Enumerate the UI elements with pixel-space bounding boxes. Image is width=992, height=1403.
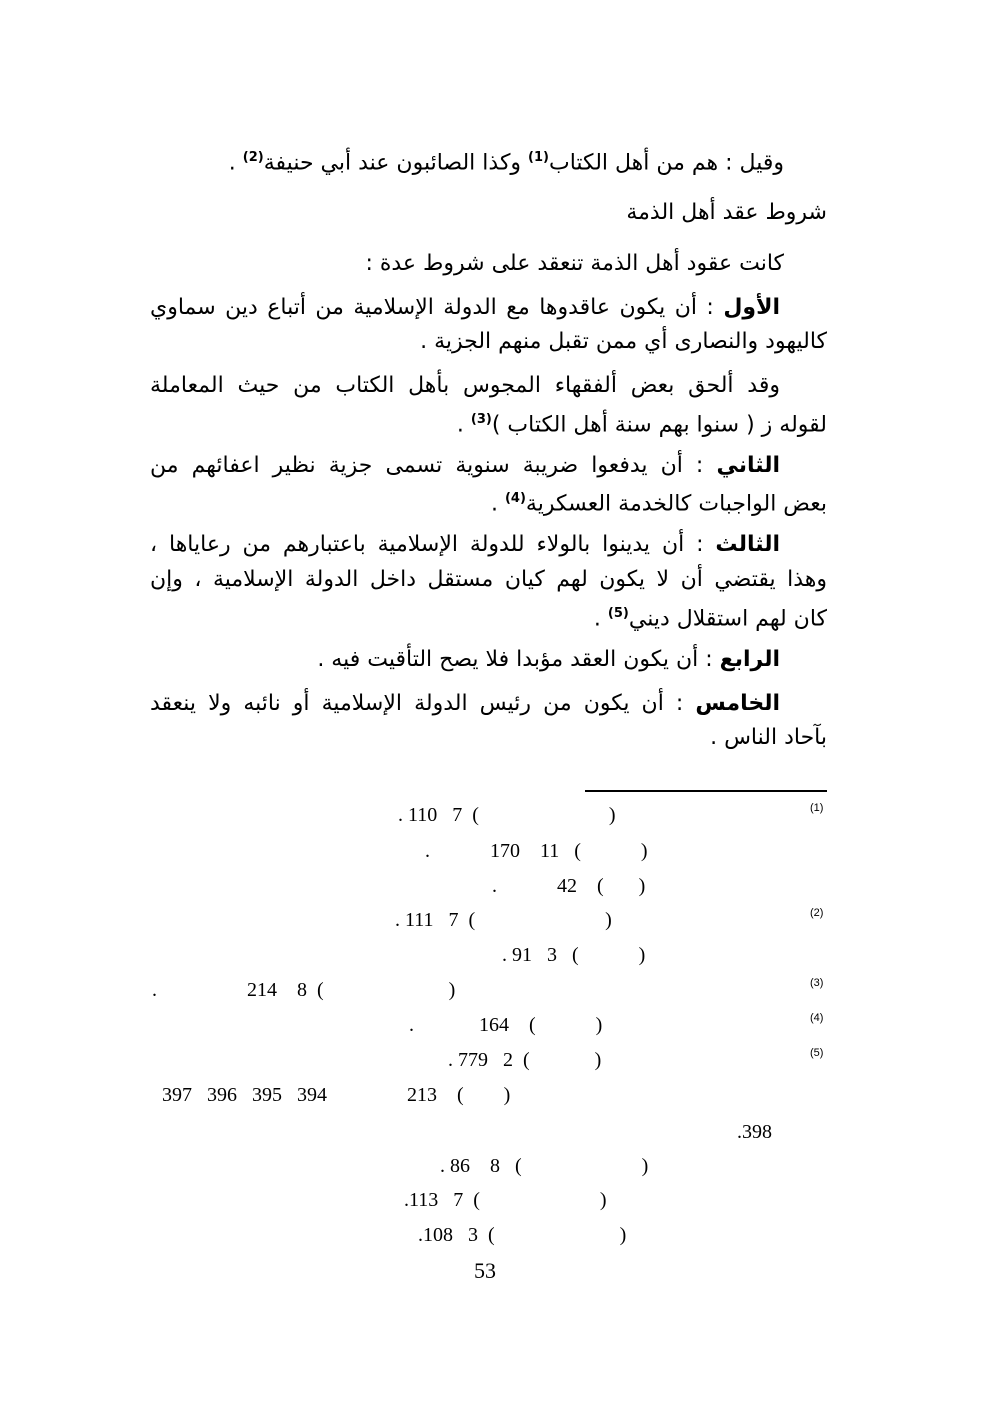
- condition-label: الثالث: [715, 532, 780, 557]
- page-number: 53: [474, 1258, 496, 1283]
- condition-first: الأول : أن يكون عاقدوها مع الدولة الإسلامية من أتباع دين سماوي: [150, 295, 780, 320]
- footnote-row: .398: [737, 1121, 772, 1143]
- condition-third-cont2: كان لهم استقلال ديني$^{(5)}$ .: [593, 606, 827, 632]
- footnote-row: . 779 2 ( ): [448, 1049, 602, 1071]
- footnote-separator: [585, 790, 827, 792]
- magus-line-1: وقد ألحق بعض ألفقهاء المجوس بأهل الكتاب من حيث المعاملة: [150, 373, 780, 398]
- footnote-row: . 42 ( ): [492, 875, 646, 897]
- footnote-row: . 111 7 ( ): [395, 909, 612, 931]
- footnote-ref-3[interactable]: (3): [470, 412, 492, 427]
- condition-fourth: الرابع : أن يكون العقد مؤبدا فلا يصح التأقيت فيه .: [317, 647, 780, 672]
- condition-first-cont: كاليهود والنصارى أي ممن تقبل منهم الجزية .: [420, 329, 827, 354]
- footnote-marker-5: (5): [810, 1047, 824, 1059]
- footnote-ref-1[interactable]: (1): [528, 150, 549, 165]
- footnote-marker-4: (4): [810, 1012, 824, 1024]
- footnote-marker-2: (2): [810, 907, 824, 919]
- condition-fifth-cont: بآحاد الناس .: [710, 725, 827, 750]
- footnote-ref-5[interactable]: (5): [607, 606, 629, 621]
- footnote-row: 397 396 395 394 213 ( ): [162, 1084, 511, 1106]
- footnote-row: .108 3 ( ): [418, 1224, 627, 1246]
- condition-label: الأول: [723, 295, 780, 320]
- condition-third: الثالث : أن يدينوا بالولاء للدولة الإسلامية باعتبارهم من رعاياها ،: [150, 532, 780, 557]
- footnote-row: . 214 8 ( ): [152, 979, 456, 1001]
- condition-label: الثاني: [716, 453, 780, 478]
- condition-second: الثاني : أن يدفعوا ضريبة سنوية تسمى جزية نظير اعفائهم من: [150, 453, 780, 478]
- footnote-row: . 110 7 ( ): [398, 804, 616, 826]
- text-line-1: وقيل : هم من أهل الكتاب$^{(1)}$ وكذا الصائبون عند أبي حنيفة$^{(2)}$ .: [228, 150, 784, 176]
- footnote-marker-3: (3): [810, 977, 824, 989]
- magus-line-2: لقوله ز ( سنوا بهم سنة أهل الكتاب )$^{(3)}$ .: [456, 412, 827, 438]
- footnote-marker-1: (1): [810, 802, 824, 814]
- text-line-3: كانت عقود أهل الذمة تنعقد على شروط عدة :: [365, 251, 784, 276]
- footnote-ref-2[interactable]: (2): [242, 150, 264, 165]
- condition-label: الرابع: [719, 647, 780, 672]
- footnote-ref-4[interactable]: (4): [504, 491, 526, 506]
- condition-third-cont1: وهذا يقتضي أن لا يكون لهم كيان مستقل داخل الدولة الإسلامية ، وإن: [150, 567, 827, 592]
- footnote-row: . 170 11 ( ): [425, 840, 648, 862]
- footnote-row: . 86 8 ( ): [440, 1155, 649, 1177]
- condition-label: الخامس: [695, 691, 780, 716]
- footnote-row: .113 7 ( ): [404, 1189, 607, 1211]
- condition-second-cont: بعض الواجبات كالخدمة العسكرية$^{(4)}$ .: [490, 491, 827, 517]
- section-heading: شروط عقد أهل الذمة: [626, 200, 827, 225]
- footnote-row: . 91 3 ( ): [502, 944, 646, 966]
- footnote-row: . 164 ( ): [409, 1014, 603, 1036]
- condition-fifth: الخامس : أن يكون من رئيس الدولة الإسلامية أو نائبه ولا ينعقد: [150, 691, 780, 716]
